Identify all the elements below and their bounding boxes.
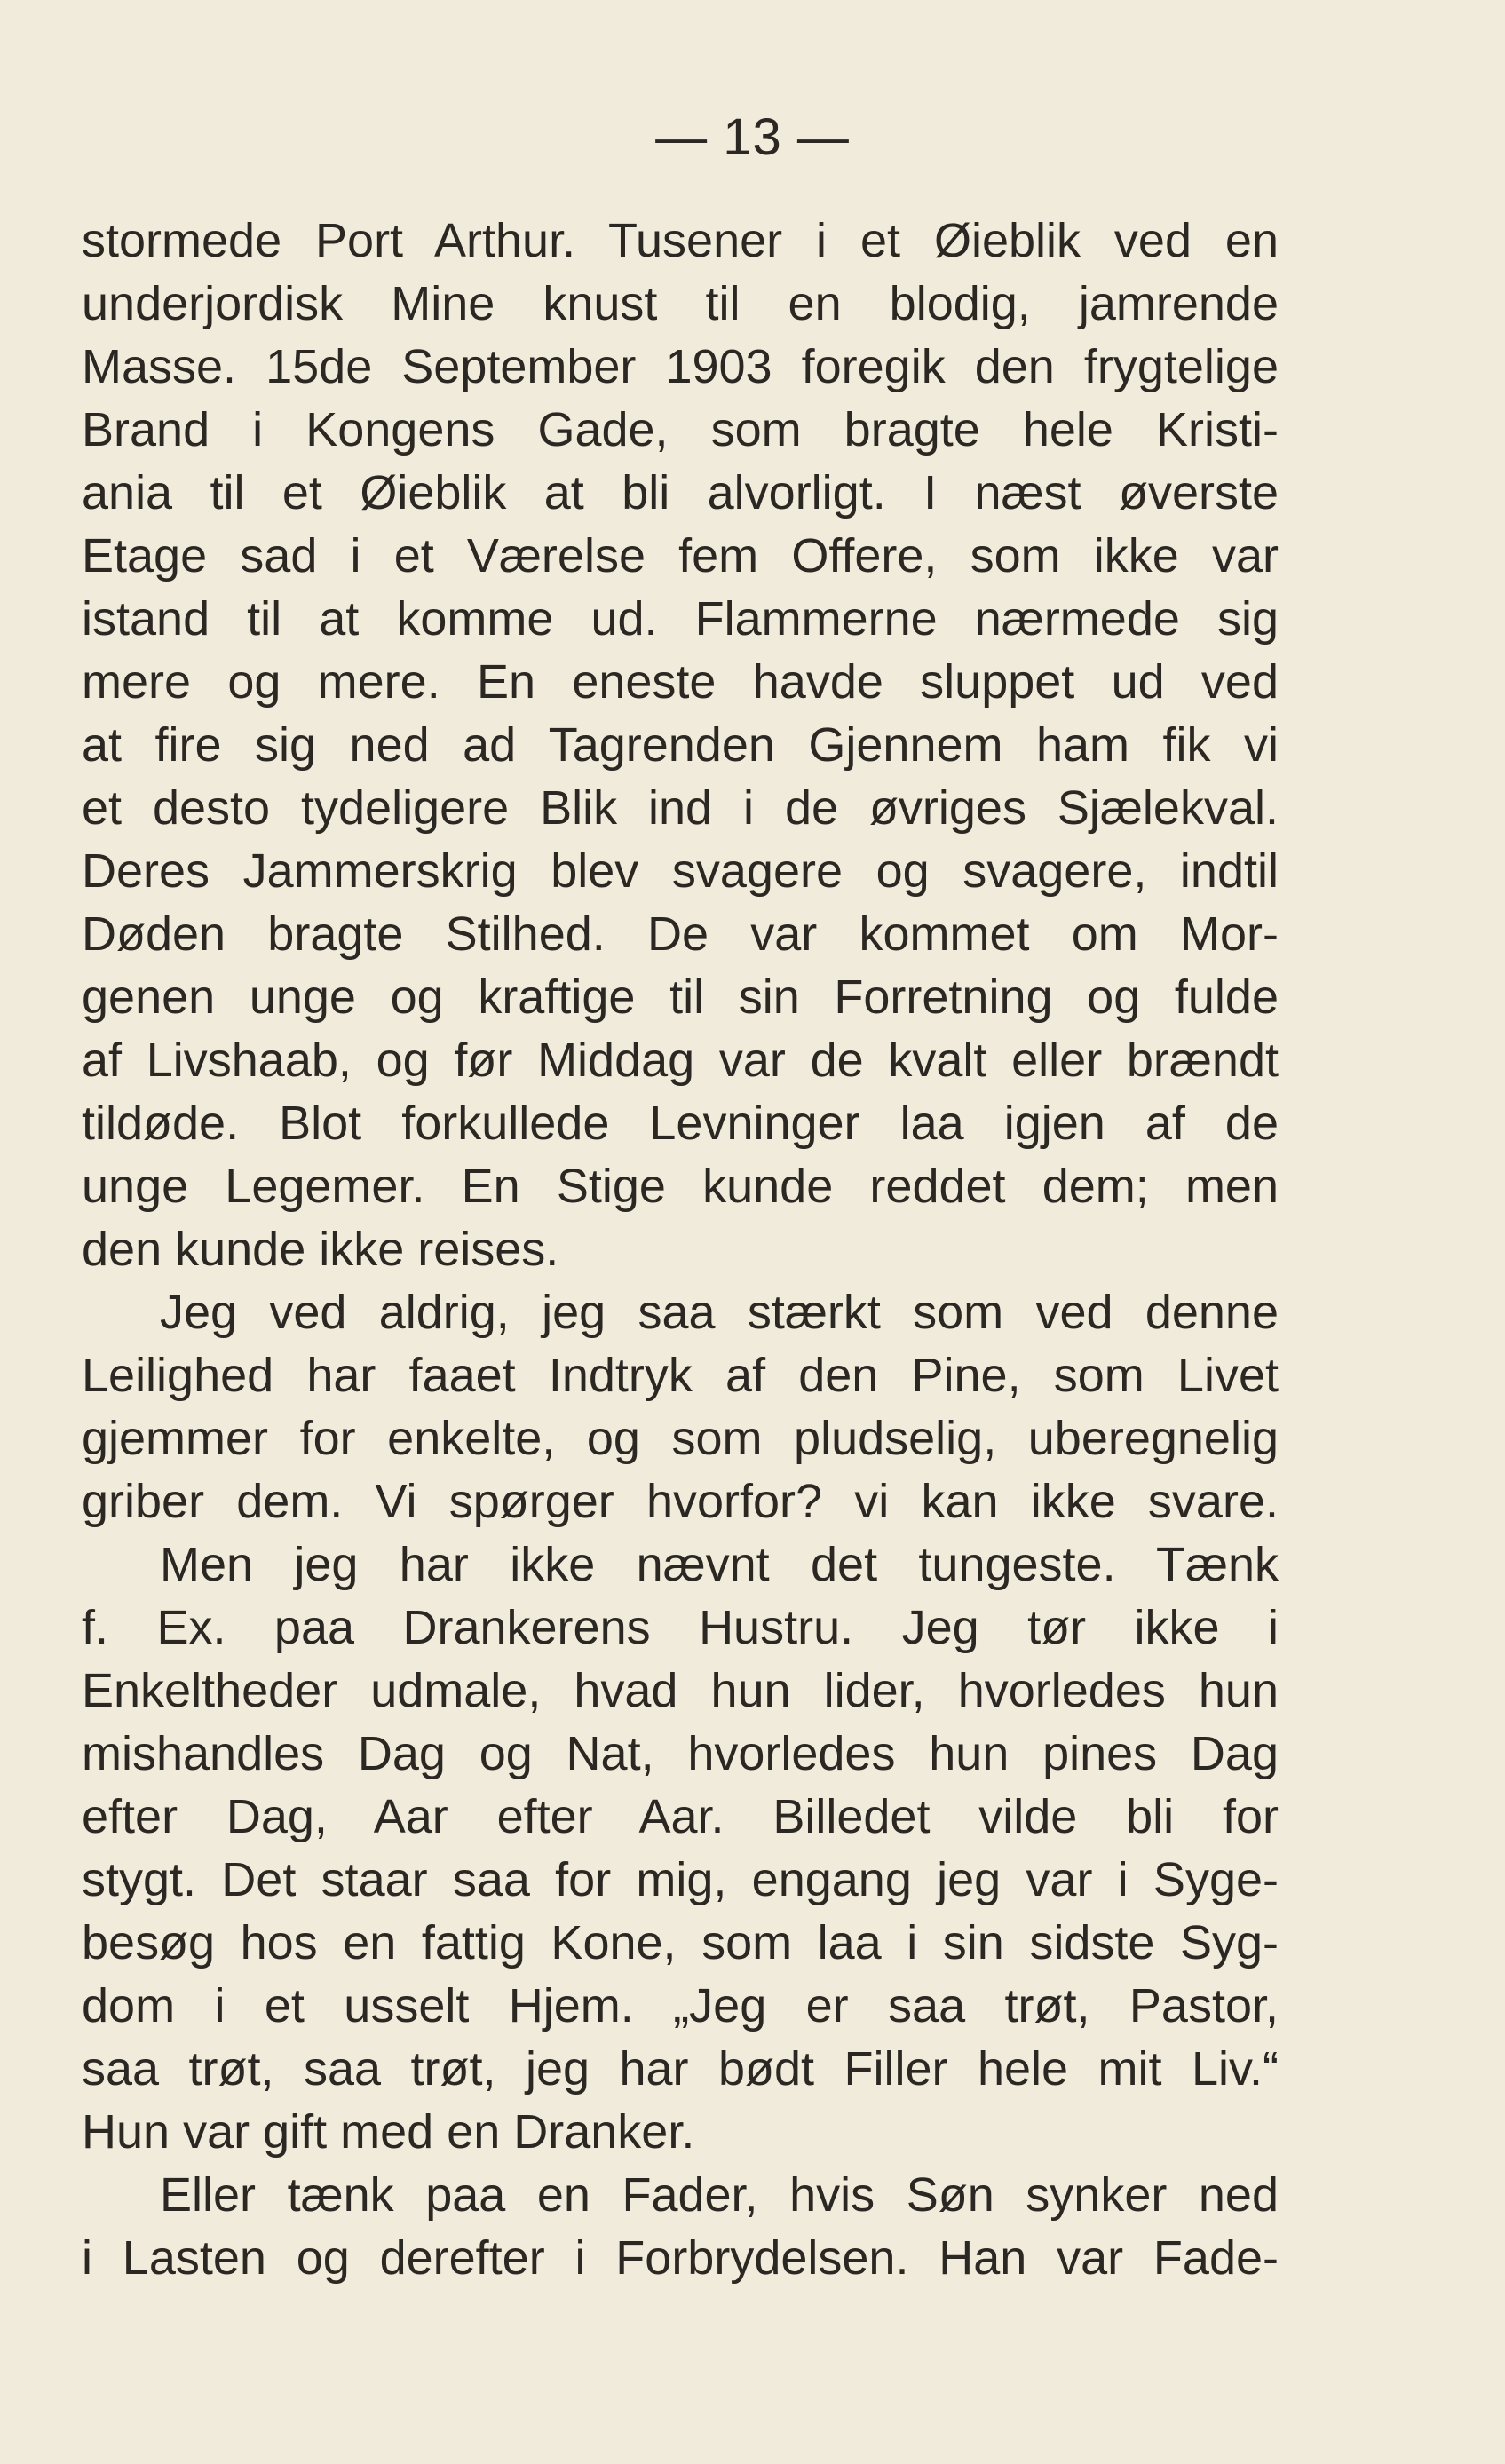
text-line: stormede Port Arthur. Tusener i et Øieblik ved en	[82, 214, 1279, 267]
text-line: et desto tydeligere Blik ind i de øvriges Sjælekval.	[82, 781, 1279, 835]
text-line: besøg hos en fattig Kone, som laa i sin sidste Syg-	[82, 1916, 1279, 1969]
text-line: tildøde. Blot forkullede Levninger laa igjen af de	[82, 1097, 1279, 1150]
page-number: — 13 —	[655, 108, 850, 166]
text-line: den kunde ikke reises.	[82, 1223, 559, 1276]
text-line: ania til et Øieblik at bli alvorligt. I næst øverste	[82, 466, 1279, 519]
text-line: at fire sig ned ad Tagrenden Gjennem ham fik vi	[82, 718, 1279, 772]
text-line: Men jeg har ikke nævnt det tungeste. Tænk	[160, 1538, 1279, 1591]
text-line: Hun var gift med en Dranker.	[82, 2105, 695, 2159]
text-line: istand til at komme ud. Flammerne nærmede sig	[82, 592, 1279, 646]
text-line: stygt. Det staar saa for mig, engang jeg var i Syge-	[82, 1853, 1279, 1906]
text-line: Enkeltheder udmale, hvad hun lider, hvorledes hun	[82, 1664, 1279, 1717]
text-line: Døden bragte Stilhed. De var kommet om Mor-	[82, 907, 1279, 961]
text-line: Leilighed har faaet Indtryk af den Pine, som Livet	[82, 1349, 1279, 1402]
text-line: underjordisk Mine knust til en blodig, jamrende	[82, 277, 1279, 330]
text-line: Jeg ved aldrig, jeg saa stærkt som ved denne	[160, 1286, 1279, 1339]
text-line: genen unge og kraftige til sin Forretning og fulde	[82, 971, 1279, 1024]
text-line: Eller tænk paa en Fader, hvis Søn synker ned	[160, 2168, 1279, 2222]
body-text	[82, 210, 1279, 2290]
text-line: mere og mere. En eneste havde sluppet ud ved	[82, 655, 1279, 709]
text-line: saa trøt, saa trøt, jeg har bødt Filler hele mit Liv.“	[82, 2042, 1279, 2096]
text-line: griber dem. Vi spørger hvorfor? vi kan ikke svare.	[82, 1475, 1279, 1528]
text-line: Brand i Kongens Gade, som bragte hele Kristi-	[82, 403, 1279, 456]
text-line: efter Dag, Aar efter Aar. Billedet vilde bli for	[82, 1790, 1279, 1843]
text-line: Masse. 15de September 1903 foregik den frygtelige	[82, 340, 1279, 393]
text-line: i Lasten og derefter i Forbrydelsen. Han var Fade-	[82, 2231, 1279, 2285]
text-line: Etage sad i et Værelse fem Offere, som ikke var	[82, 529, 1279, 582]
text-line: unge Legemer. En Stige kunde reddet dem; men	[82, 1160, 1279, 1213]
text-line: mishandles Dag og Nat, hvorledes hun pines Dag	[82, 1727, 1279, 1780]
text-line: f. Ex. paa Drankerens Hustru. Jeg tør ikke i	[82, 1601, 1279, 1654]
text-line: gjemmer for enkelte, og som pludselig, uberegnelig	[82, 1412, 1279, 1465]
text-line: Deres Jammerskrig blev svagere og svagere, indtil	[82, 844, 1279, 898]
text-line: af Livshaab, og før Middag var de kvalt eller brændt	[82, 1034, 1279, 1087]
text-line: dom i et usselt Hjem. „Jeg er saa trøt, Pastor,	[82, 1979, 1279, 2032]
